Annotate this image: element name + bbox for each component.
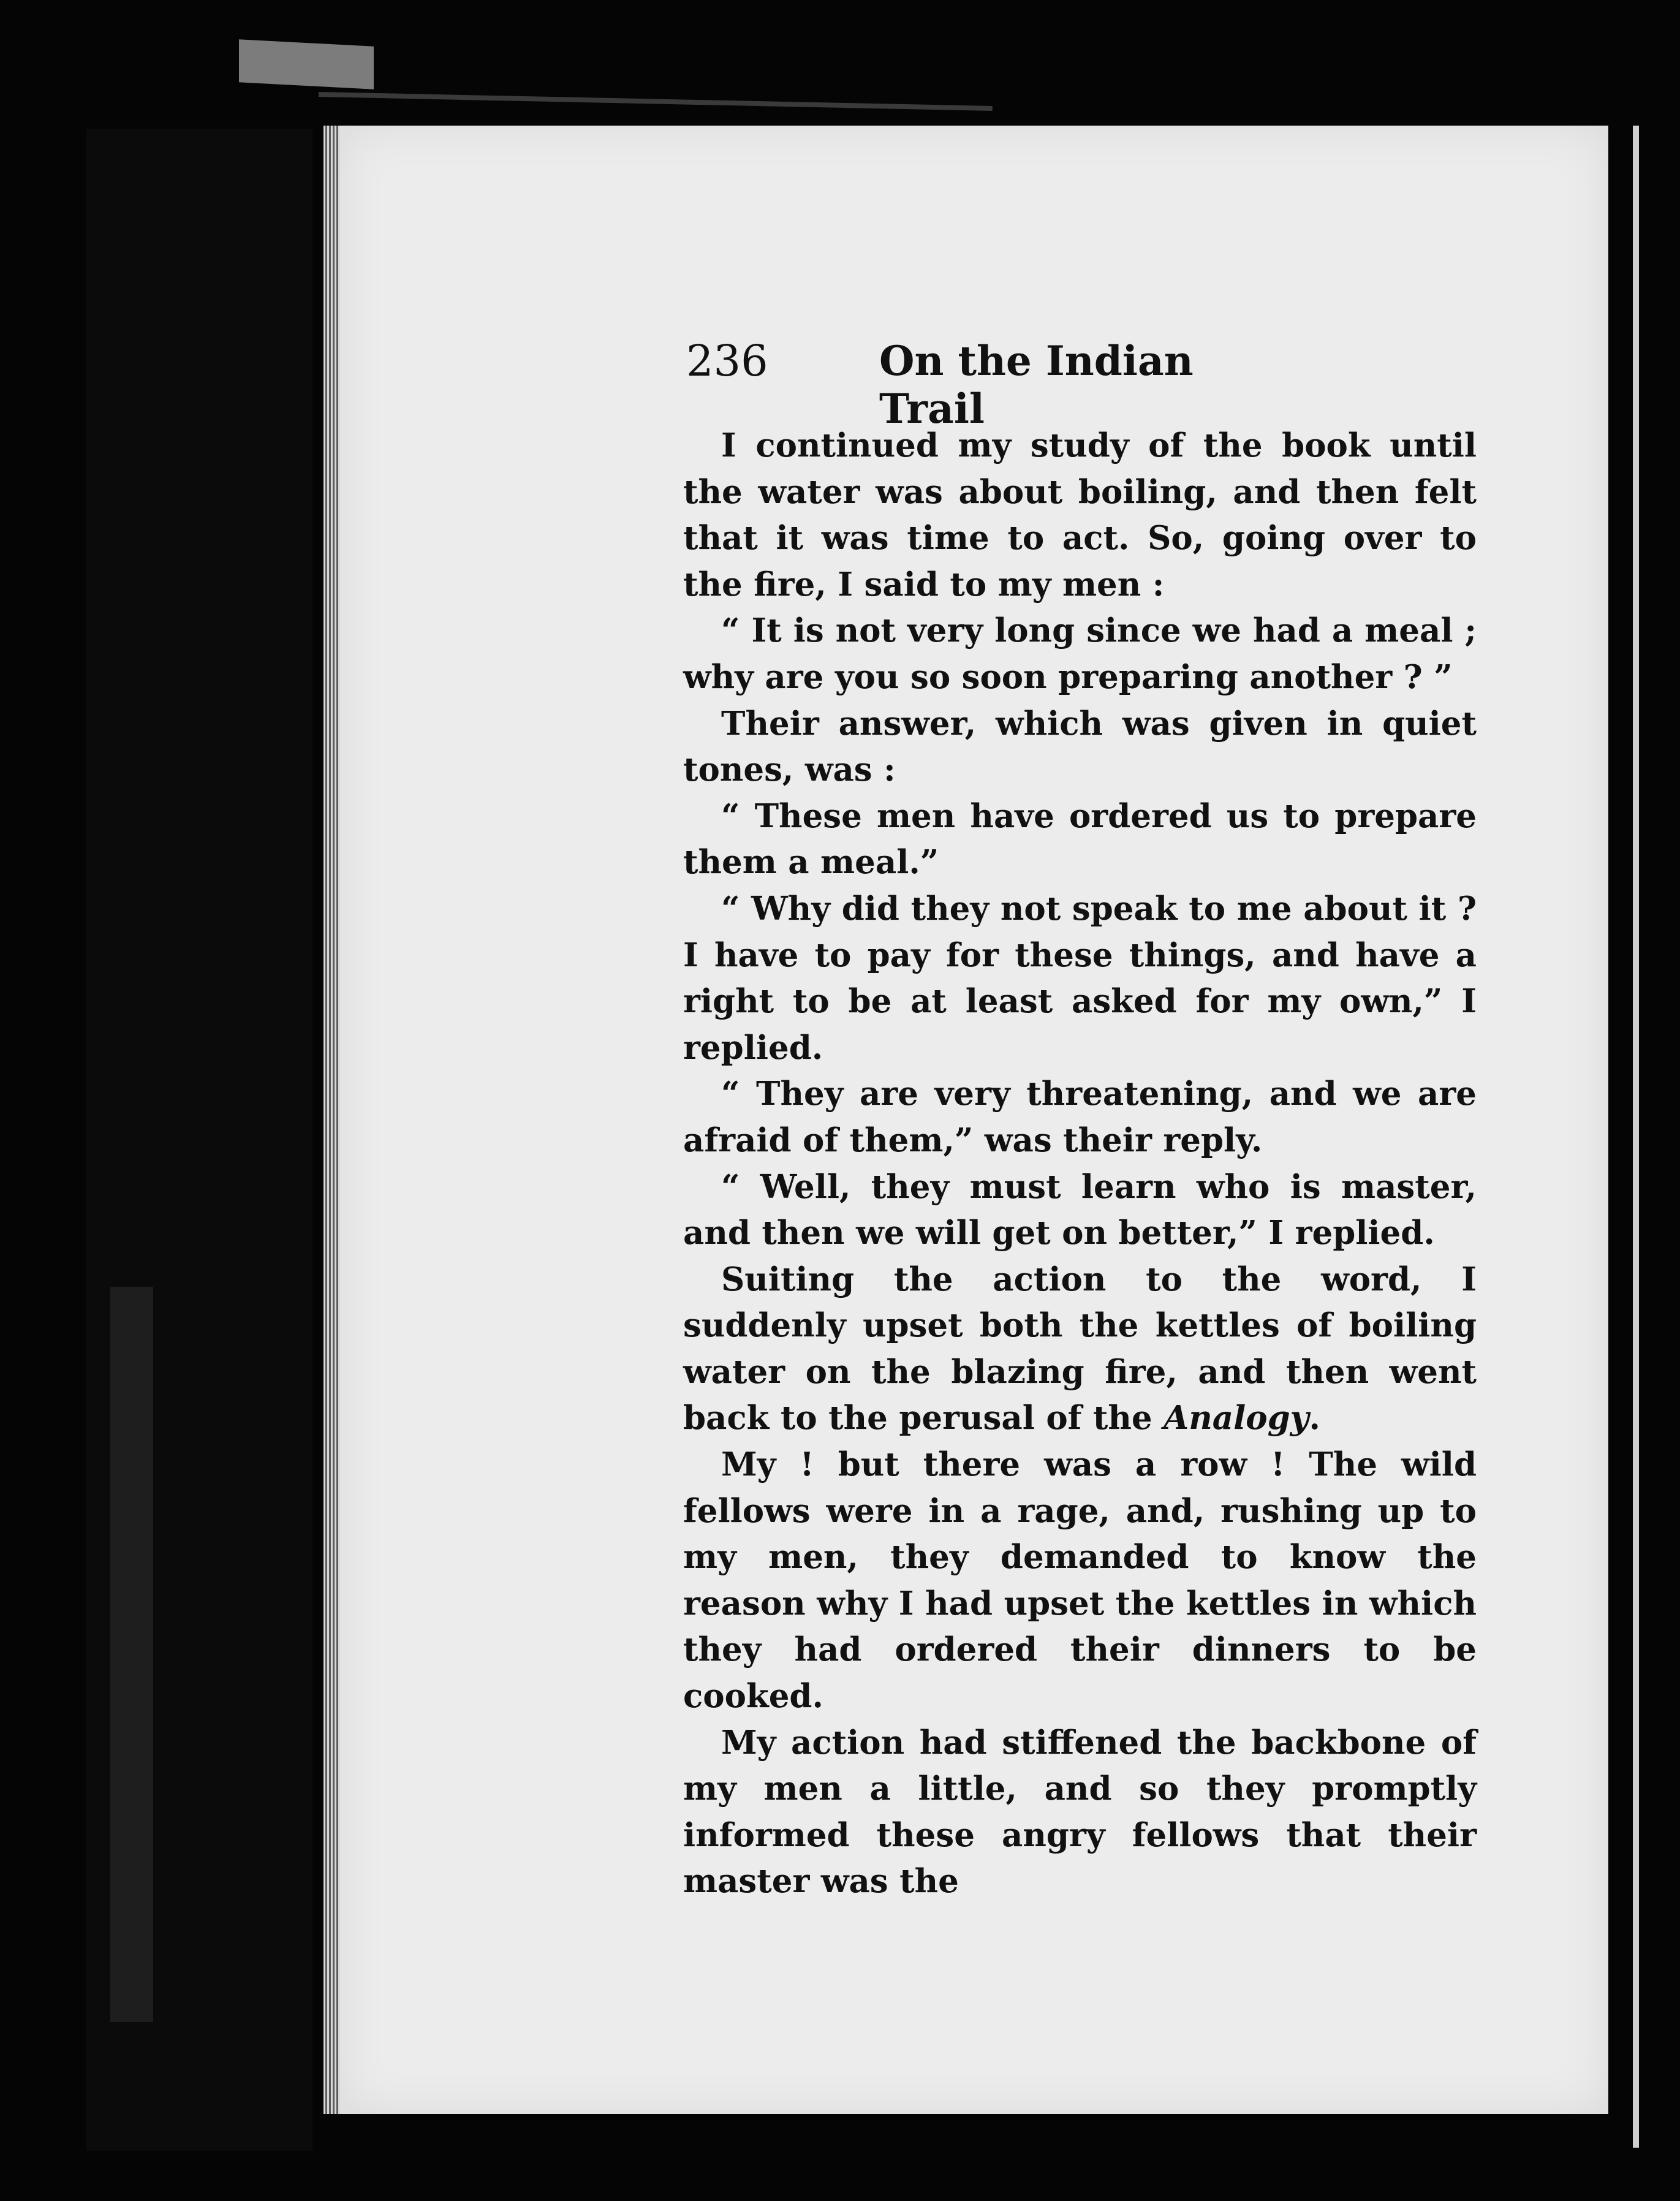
body-text <box>683 423 1477 1905</box>
paragraph: “ Why did they not speak to me about it ? I have to pay for these things, and have a right to be at least asked for my own,” I replied. <box>683 889 1477 1067</box>
page-corner-fold <box>239 39 374 89</box>
top-page-edge <box>319 92 993 111</box>
page-number: 236 <box>686 336 768 386</box>
paragraph: “ They are very threatening, and we are afraid of them,” was their reply. <box>683 1075 1477 1159</box>
paragraph: Their answer, which was given in quiet tones, was : <box>683 704 1477 789</box>
paragraph: My action had stiffened the backbone of my men a little, and so they promptly informed these angry fellows that their master was the <box>683 1723 1477 1901</box>
page-header <box>686 336 1299 433</box>
spine-strip <box>110 1287 153 2022</box>
page-edge-stack <box>324 126 342 2114</box>
book-title-reference: Analogy <box>1164 1399 1309 1438</box>
paragraph: I continued my study of the book until the water was about boiling, and then felt that it was time to act. So, going over to the fire, I said to my men : <box>683 426 1477 604</box>
paragraph: “ These men have ordered us to prepare them a meal.” <box>683 797 1477 882</box>
paragraph: “ Well, they must learn who is master, and then we will get on better,” I replied. <box>683 1167 1477 1252</box>
paragraph-text: . <box>1309 1399 1320 1438</box>
paragraph <box>683 1257 1477 1442</box>
paragraph: “ It is not very long since we had a meal ; why are you so soon preparing another ? ” <box>683 612 1477 696</box>
paragraph: My ! but there was a row ! The wild fellows were in a rage, and, rushing up to my men, they demanded to know the reason why I had upset the kettles in which they had ordered their dinners to be cooked. <box>683 1445 1477 1716</box>
running-title: On the Indian Trail <box>879 337 1194 433</box>
next-page-edge <box>1633 126 1639 2148</box>
paragraph-text: Suiting the action to the word, I suddenly upset both the kettles of boiling water on the blazing fire, and then went back to the perusal of the <box>683 1260 1477 1438</box>
